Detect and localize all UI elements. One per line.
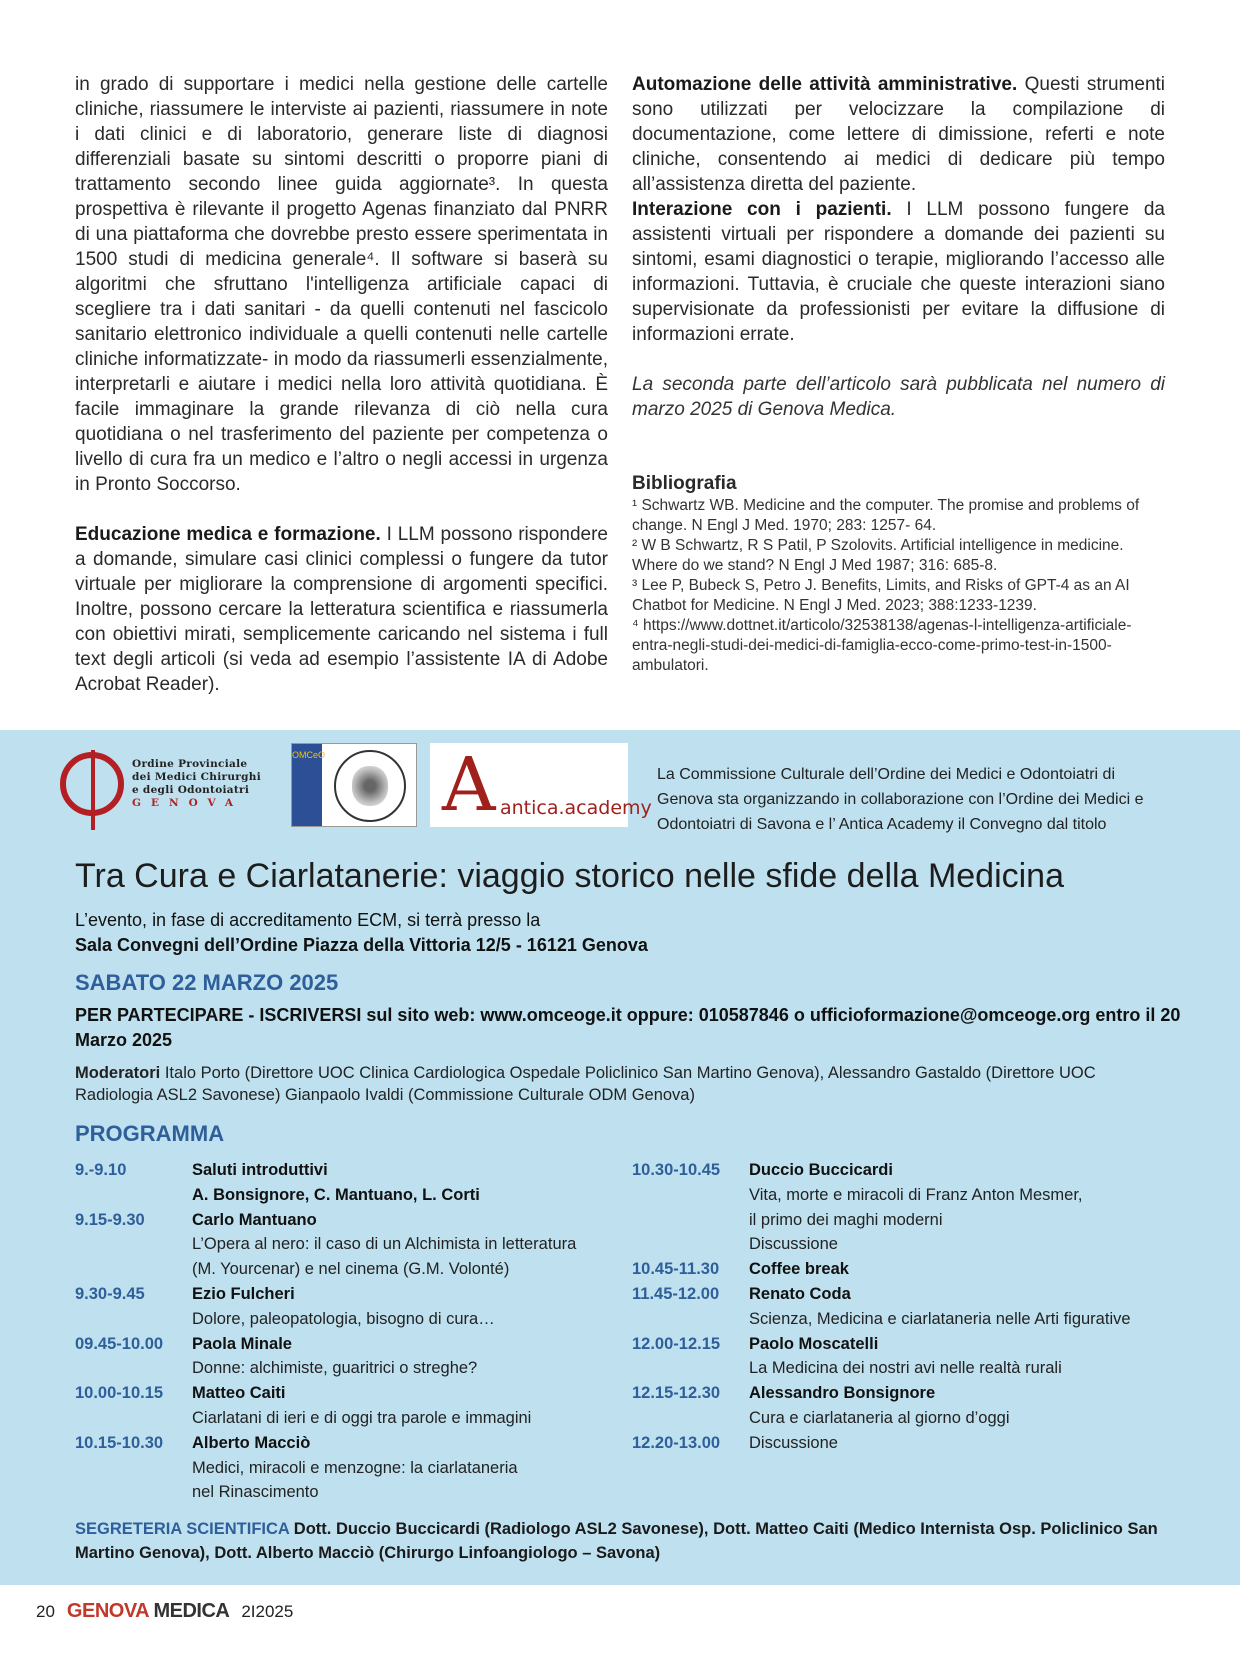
slot-title: Discussione — [749, 1235, 838, 1254]
slot-title: Medici, miracoli e menzogne: la ciarlataneria — [192, 1458, 518, 1477]
article-left-column — [75, 72, 608, 697]
interaction-lead: Interazione con i pazienti. — [632, 199, 892, 220]
interaction-paragraph — [632, 197, 1165, 347]
slot-title: La Medicina dei nostri avi nelle realtà rurali — [749, 1359, 1062, 1378]
slot-title: Ciarlatani di ieri e di oggi tra parole e immagini — [192, 1408, 532, 1427]
slot-title: Cura e ciarlataneria al giorno d’oggi — [749, 1408, 1010, 1427]
slot-time: 9.15-9.30 — [75, 1210, 145, 1229]
omceo-logo-city: GENOVA — [132, 797, 244, 809]
article-right-column — [632, 72, 1165, 676]
bibliography-ref: ² W B Schwartz, R S Patil, P Szolovits. Artificial intelligence in medicine. Where do we stand? N Engl J Med 1987; 316: 685-8. — [632, 537, 1124, 574]
antica-text: antica.academy — [500, 797, 652, 819]
omceo-logo-line: e degli Odontoiatri — [132, 784, 250, 796]
slot-time: 9.30-9.45 — [75, 1284, 145, 1303]
programme-slot — [75, 1332, 615, 1382]
secretariat-text: Dott. Duccio Buccicardi (Radiologo ASL2 Savonese), Dott. Matteo Caiti (Medico Internista Osp. Policlinico San Martino Genova), Dott. Alberto Macciò (Chirurgo Linfoangiologo – Savona) — [75, 1520, 1158, 1562]
programme-title: PROGRAMMA — [75, 1121, 225, 1146]
programme-slot — [75, 1208, 615, 1282]
programme-slot — [75, 1282, 615, 1332]
slot-speaker: Saluti introduttivi — [192, 1161, 328, 1179]
page-footer — [36, 1600, 293, 1623]
medal-icon — [334, 750, 406, 822]
slot-time: 09.45-10.00 — [75, 1334, 164, 1353]
omceo-logo-text — [132, 758, 261, 810]
omceo-logo-line: Ordine Provinciale — [132, 758, 248, 770]
programme-slot — [632, 1282, 1192, 1332]
programme-slot — [75, 1381, 615, 1431]
slot-speaker: Alessandro Bonsignore — [749, 1384, 936, 1403]
scientific-secretariat — [75, 1517, 1175, 1565]
automation-paragraph — [632, 72, 1165, 197]
slot-time: 10.00-10.15 — [75, 1384, 164, 1403]
slot-speaker: Alberto Macciò — [192, 1433, 311, 1452]
interaction-text: I LLM possono fungere da assistenti virtuali per rispondere a domande dei pazienti su sintomi, esami diagnostici o terapie, migliorando l’accesso alle informazioni. Tuttavia, è cruciale che queste interazioni siano supervisionate da professionisti per evitare la diffusione di informazioni errate. — [632, 199, 1165, 345]
slot-speaker: Paola Minale — [192, 1334, 292, 1353]
education-paragraph — [75, 522, 608, 697]
antica-letter: A — [442, 742, 496, 828]
slot-title: Dolore, paleopatologia, bisogno di cura… — [192, 1309, 495, 1328]
programme-right — [632, 1158, 1192, 1456]
slot-speaker: Duccio Buccicardi — [749, 1161, 893, 1179]
slot-speaker: Ezio Fulcheri — [192, 1284, 295, 1303]
article-paragraph: in grado di supportare i medici nella gestione delle cartelle cliniche, riassumere le interviste ai pazienti, riassumere in note i dati clinici e di laboratorio, generare liste di diagnosi differenziali basate su sintomi descritti o proporre piani di trattamento secondo linee guida aggiornate³. In questa prospettiva è rilevante il progetto Agenas finanziato dal PNRR di una piattaforma che dovrebbe presto essere sperimentata in 1500 studi di medicina generale⁴. Il software si baserà su algoritmi che sfruttano l'intelligenza artificiale capaci di scegliere tra i dati sanitari - da quelli contenuti nel fascicolo sanitario elettronico individuale a quelli contenuti nelle cartelle cliniche informatizzate- in modo da riassumerli essenzialmente, interpretarli e aiutare i medici nella loro attività quotidiana. È facile immaginare la grande rilevanza di ciò nella cura quotidiana o nel trasferimento del paziente per competenza o livello di cura fra un medico e l’altro o negli accessi in urgenza in Pronto Soccorso. — [75, 74, 608, 495]
event-intro: La Commissione Culturale dell’Ordine dei Medici e Odontoiatri di Genova sta organizzando in collaborazione con l’Ordine dei Medici e Odontoiatri di Savona e l’ Antica Academy il Convegno dal titolo — [657, 766, 1144, 833]
page-number: 20 — [36, 1602, 55, 1621]
brand-medica: MEDICA — [153, 1600, 230, 1622]
omceo-genova-logo — [60, 742, 280, 826]
slot-time: 10.30-10.45 — [632, 1161, 721, 1179]
registration-info: PER PARTECIPARE - ISCRIVERSI sul sito web: www.omceoge.it oppure: 010587846 o ufficioformazione@omceoge.org entro il 20 Marzo 2025 — [75, 1005, 1181, 1050]
bibliography-list — [632, 496, 1165, 676]
slot-time: 12.20-13.00 — [632, 1433, 721, 1452]
programme-slot — [75, 1158, 615, 1208]
slot-time: 9.-9.10 — [75, 1161, 127, 1179]
antica-academy-logo — [430, 742, 652, 828]
slot-speaker: Carlo Mantuano — [192, 1210, 317, 1229]
slot-title: Vita, morte e miracoli di Franz Anton Mesmer, — [749, 1185, 1083, 1204]
omceo-logo-line: dei Medici Chirurghi — [132, 771, 261, 783]
programme-slot — [75, 1431, 615, 1505]
omceo-strip: OMCeO — [292, 744, 322, 826]
venue-line: L’evento, in fase di accreditamento ECM, si terrà presso la — [75, 910, 541, 930]
issue-number: 2I2025 — [241, 1602, 294, 1621]
venue-address: Sala Convegni dell’Ordine Piazza della Vittoria 12/5 - 16121 Genova — [75, 935, 648, 955]
slot-title: Scienza, Medicina e ciarlataneria nelle Arti figurative — [749, 1309, 1131, 1328]
programme-slot — [632, 1332, 1192, 1382]
magazine-brand — [67, 1600, 229, 1623]
caduceus-icon — [60, 752, 124, 816]
event-venue — [75, 908, 648, 958]
automation-text: Questi strumenti sono utilizzati per velocizzare la compilazione di documentazione, come lettere di dimissione, referti e note cliniche, consentendo ai medici di dedicare più tempo all’assistenza diretta del paziente. — [632, 74, 1166, 195]
programme-left — [75, 1158, 615, 1505]
slot-time: 12.00-12.15 — [632, 1334, 721, 1353]
programme-slot — [632, 1381, 1192, 1431]
slot-speaker: Paolo Moscatelli — [749, 1334, 879, 1353]
slot-speaker: Renato Coda — [749, 1284, 851, 1303]
brand-genova: GENOVA — [66, 1600, 149, 1622]
slot-title: (M. Yourcenar) e nel cinema (G.M. Volonté) — [192, 1260, 510, 1279]
slot-time: 10.45-11.30 — [632, 1260, 720, 1279]
slot-title: Donne: alchimiste, guaritrici o streghe? — [192, 1359, 478, 1378]
moderators-label: Moderatori — [75, 1064, 161, 1082]
moderators-text: Italo Porto (Direttore UOC Clinica Cardiologica Ospedale Policlinico San Martino Genova), Alessandro Gastaldo (Direttore UOC Radiologia ASL2 Savonese) Gianpaolo Ivaldi (Commissione Culturale ODM Genova) — [75, 1064, 1096, 1104]
bibliography-ref: ³ Lee P, Bubeck S, Petro J. Benefits, Limits, and Risks of GPT-4 as an AI Chatbot for Medicine. N Engl J Med. 2023; 388:1233-1239. — [632, 577, 1130, 614]
slot-speaker: Coffee break — [749, 1260, 849, 1279]
automation-lead: Automazione delle attività amministrative. — [632, 74, 1018, 95]
slot-title: il primo dei maghi moderni — [749, 1210, 943, 1229]
bibliography-ref: ¹ Schwartz WB. Medicine and the computer. The promise and problems of change. N Engl J Med. 1970; 283: 1257- 64. — [632, 497, 1140, 534]
slot-speaker: Matteo Caiti — [192, 1384, 286, 1403]
continuation-note: La seconda parte dell’articolo sarà pubblicata nel numero di marzo 2025 di Genova Medica. — [632, 374, 1165, 420]
education-text: I LLM possono rispondere a domande, simulare casi clinici complessi o fungere da tutor virtuale per migliorare la comprensione di argomenti specifici. Inoltre, possono cercare la letteratura scientifica e riassumerla con obiettivi mirati, semplicemente caricando nel sistema i full text degli articoli (si veda ad esempio l’assistente IA di Adobe Acrobat Reader). — [75, 524, 608, 695]
slot-title: nel Rinascimento — [192, 1483, 319, 1502]
event-title: Tra Cura e Ciarlatanerie: viaggio storico nelle sfide della Medicina — [75, 857, 1065, 895]
moderators — [75, 1062, 1175, 1106]
programme-slot — [632, 1158, 1192, 1257]
bibliography-title: Bibliografia — [632, 473, 737, 494]
slot-title: L’Opera al nero: il caso di un Alchimista in letteratura — [192, 1235, 577, 1254]
event-date: SABATO 22 MARZO 2025 — [75, 970, 339, 995]
slot-speaker: A. Bonsignore, C. Mantuano, L. Corti — [192, 1185, 480, 1204]
slot-time: 12.15-12.30 — [632, 1384, 721, 1403]
programme-slot — [632, 1431, 1192, 1456]
bibliography-ref: ⁴ https://www.dottnet.it/articolo/32538138/agenas-l-intelligenza-artificiale-entra-negli-studi-dei-medici-di-famiglia-ecco-come-primo-test-in-1500-ambulatori. — [632, 617, 1132, 674]
education-lead: Educazione medica e formazione. — [75, 524, 381, 545]
slot-time: 11.45-12.00 — [632, 1284, 720, 1303]
programme-slot — [632, 1257, 1192, 1282]
secretariat-label: SEGRETERIA SCIENTIFICA — [75, 1520, 290, 1538]
slot-time: 10.15-10.30 — [75, 1433, 164, 1452]
slot-title: Discussione — [749, 1433, 838, 1452]
omceo-savona-logo — [291, 743, 417, 827]
